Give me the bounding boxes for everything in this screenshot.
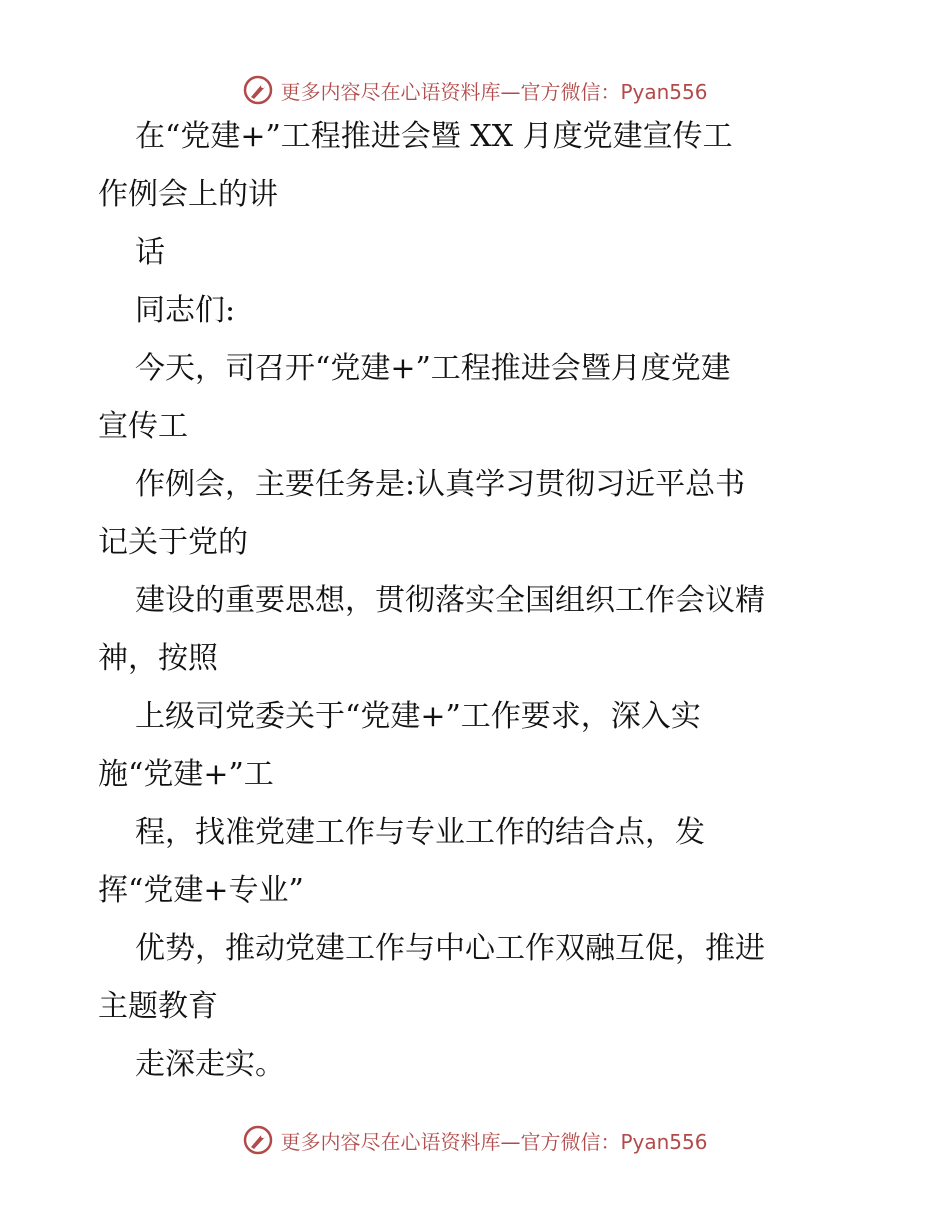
paragraph-line: 施“党建+”工 (98, 757, 274, 792)
paragraph-line: 挥“党建+专业” (98, 873, 304, 908)
paragraph-line: 程，找准党建工作与专业工作的结合点，发 (135, 815, 705, 850)
paragraph-line: 作例会，主要任务是:认真学习贯彻习近平总书 (135, 467, 746, 502)
paragraph-line: 主题教育 (98, 989, 218, 1024)
document-body (0, 118, 950, 1104)
paragraph-line: 今天，司召开“党建+”工程推进会暨月度党建 (135, 351, 731, 386)
paragraph-line: 宣传工 (98, 409, 188, 444)
paragraph-line: 神，按照 (98, 641, 218, 676)
paragraph-line: 走深走实。 (135, 1047, 285, 1082)
title-line-2: 作例会上的讲 (98, 177, 278, 212)
pen-nib-icon (242, 1124, 274, 1156)
title-line-1: 在“党建+”工程推进会暨 XX 月度党建宣传工 (135, 119, 733, 154)
salutation: 同志们: (135, 293, 236, 328)
title-line-3: 话 (135, 235, 165, 270)
header-watermark-banner (0, 70, 950, 110)
paragraph-line: 上级司党委关于“党建+”工作要求，深入实 (135, 699, 701, 734)
pen-nib-icon (242, 74, 274, 106)
footer-watermark-text: 更多内容尽在心语资料库—官方微信：Pyan556 (280, 1129, 708, 1154)
header-watermark-text: 更多内容尽在心语资料库—官方微信：Pyan556 (280, 79, 708, 104)
paragraph-line: 建设的重要思想，贯彻落实全国组织工作会议精 (135, 583, 765, 618)
paragraph-line: 记关于党的 (98, 525, 248, 560)
paragraph-line: 优势，推动党建工作与中心工作双融互促，推进 (135, 931, 765, 966)
footer-watermark-banner (0, 1120, 950, 1160)
